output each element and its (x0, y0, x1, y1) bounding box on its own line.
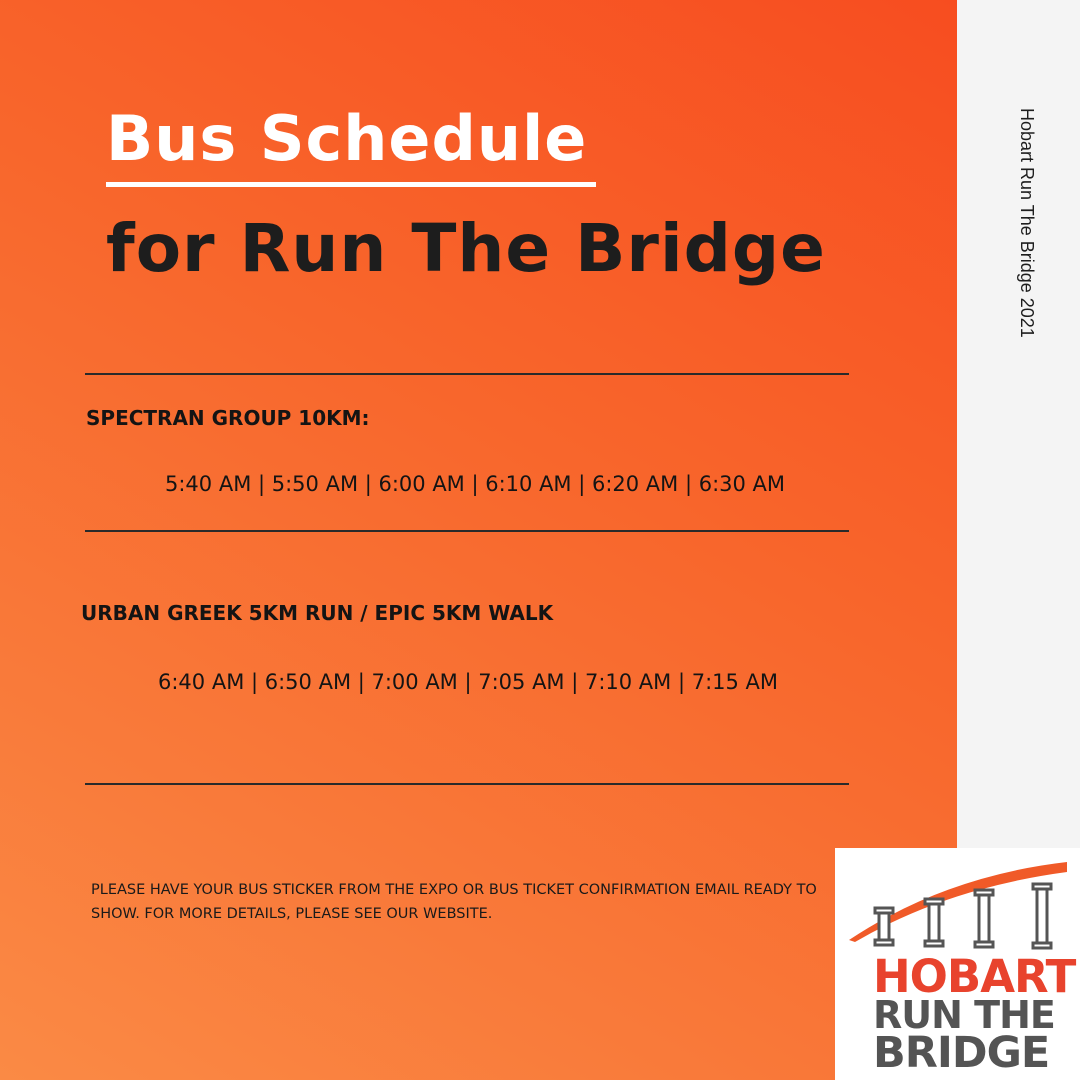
divider-bottom (85, 783, 849, 785)
section-heading-10km: SPECTRAN GROUP 10KM: (86, 406, 370, 430)
logo-line-hobart: HOBART (873, 950, 1076, 1003)
page-title: Bus Schedule (106, 102, 588, 175)
page-subtitle: for Run The Bridge (106, 210, 826, 287)
event-logo (835, 848, 1080, 1080)
divider-middle (85, 530, 849, 532)
bus-note: PLEASE HAVE YOUR BUS STICKER FROM THE EXPO OR BUS TICKET CONFIRMATION EMAIL READY TO SHOW. FOR MORE DETAILS, PLEASE SEE OUR WEBSITE. (91, 882, 817, 922)
logo-line-bridge: BRIDGE (873, 1028, 1050, 1078)
divider-top (85, 373, 849, 375)
title-underline (106, 182, 596, 187)
times-5km: 6:40 AM | 6:50 AM | 7:00 AM | 7:05 AM | 7:10 AM | 7:15 AM (158, 670, 779, 694)
section-heading-5km: URBAN GREEK 5KM RUN / EPIC 5KM WALK (81, 601, 554, 625)
vertical-event-label: Hobart Run The Bridge 2021 (1017, 108, 1037, 338)
times-10km: 5:40 AM | 5:50 AM | 6:00 AM | 6:10 AM | 6:20 AM | 6:30 AM (165, 472, 786, 496)
logo-line-run-the: RUN THE (873, 993, 1055, 1037)
